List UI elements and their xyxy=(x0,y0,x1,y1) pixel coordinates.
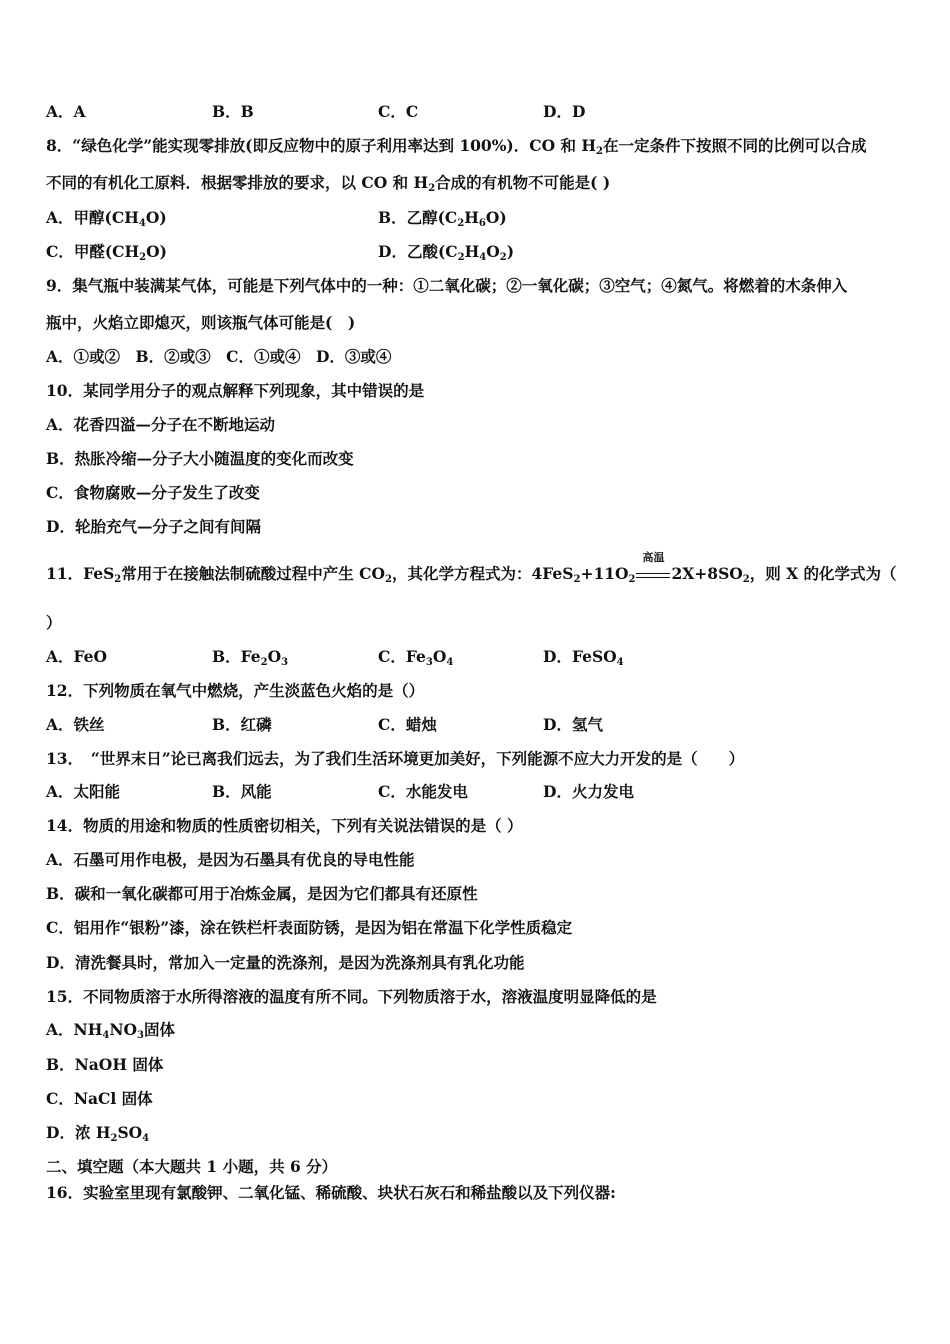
q9-stem-line2: 瓶中，火焰立即熄灭，则该瓶气体可能是( ) xyxy=(46,313,356,332)
q8-stem-line2: 不同的有机化工原料．根据零排放的要求，以 CO 和 $H_2$合成的有机物不可能是( ) xyxy=(46,173,611,194)
q11-stem: 11．FeS$_2$常用于在接触法制硫酸过程中产生 $CO_2$，其化学方程式为：$4FeS_2+11O_2$ 高温 $2X+8SO_2$，则 X 的化学式为（ xyxy=(46,564,897,590)
q10-option-a: A．花香四溢—分子在不断地运动 xyxy=(46,415,276,434)
q15-option-b: B．NaOH 固体 xyxy=(46,1055,164,1074)
q8-stem-line1: 8．“绿色化学”能实现零排放(即反应物中的原子利用率达到 100%)．CO 和 $H_2$在一定条件下按照不同的比例可以合成 xyxy=(46,136,867,157)
q12-option-c: C．蜡烛 xyxy=(378,715,437,734)
q11-option-c: C．$Fe_3O_4$ xyxy=(378,647,454,668)
q7-option-c: C．C xyxy=(378,102,419,121)
q7-option-a: A．A xyxy=(46,102,86,121)
q16-stem: 16．实验室里现有氯酸钾、二氧化锰、稀硫酸、块状石灰石和稀盐酸以及下列仪器: xyxy=(46,1183,616,1202)
q13-option-a: A．太阳能 xyxy=(46,782,121,801)
q8-option-c: C．甲醛$(CH_2O)$ xyxy=(46,242,167,263)
q11-option-d: D．FeSO$_4$ xyxy=(543,647,624,668)
q11-stem-close: ） xyxy=(46,613,62,632)
reaction-condition: 高温 xyxy=(642,551,665,564)
q13-option-d: D．火力发电 xyxy=(543,782,634,801)
q12-option-b: B．红磷 xyxy=(212,715,272,734)
q13-option-b: B．风能 xyxy=(212,782,272,801)
q7-option-d: D．D xyxy=(543,102,586,121)
q10-option-b: B．热胀冷缩—分子大小随温度的变化而改变 xyxy=(46,449,354,468)
q12-option-a: A．铁丝 xyxy=(46,715,105,734)
q12-option-d: D．氢气 xyxy=(543,715,603,734)
q14-option-d: D．清洗餐具时，常加入一定量的洗涤剂，是因为洗涤剂具有乳化功能 xyxy=(46,953,525,972)
q11-option-a: A．FeO xyxy=(46,647,108,666)
q8-option-a: A．甲醇$(CH_4O)$ xyxy=(46,208,167,229)
q13-option-c: C．水能发电 xyxy=(378,782,468,801)
q15-stem: 15．不同物质溶于水所得溶液的温度有所不同。下列物质溶于水，溶液温度明显降低的是 xyxy=(46,987,657,1006)
q9-options: A．①或② B．②或③ C．①或④ D．③或④ xyxy=(46,347,392,366)
q8-option-d: D．乙酸$(C_2H_4O_2)$ xyxy=(378,242,515,263)
q9-stem-line1: 9．集气瓶中装满某气体，可能是下列气体中的一种：①二氧化碳；②一氧化碳；③空气；④氮气。将燃着的木条伸入 xyxy=(46,276,848,295)
q12-stem: 12．下列物质在氧气中燃烧，产生淡蓝色火焰的是（） xyxy=(46,681,425,700)
q7-option-b: B．B xyxy=(212,102,254,121)
q11-option-b: B．$Fe_2O_3$ xyxy=(212,647,289,668)
q15-option-c: C．NaCl 固体 xyxy=(46,1089,153,1108)
q14-stem: 14．物质的用途和物质的性质密切相关，下列有关说法错误的是（ ） xyxy=(46,816,523,835)
reaction-condition-sign xyxy=(635,551,671,584)
q15-option-a: A．$NH_4NO_3$固体 xyxy=(46,1020,175,1041)
q14-option-c: C．铝用作“银粉”漆，涂在铁栏杆表面防锈，是因为铝在常温下化学性质稳定 xyxy=(46,918,573,937)
q10-option-c: C．食物腐败—分子发生了改变 xyxy=(46,483,260,502)
q10-stem: 10．某同学用分子的观点解释下列现象，其中错误的是 xyxy=(46,381,425,400)
q10-option-d: D．轮胎充气—分子之间有间隔 xyxy=(46,517,261,536)
section-heading: 二、填空题（本大题共 1 小题，共 6 分） xyxy=(46,1157,338,1176)
q13-stem: 13． “世界末日”论已离我们远去，为了我们生活环境更加美好，下列能源不应大力开发的是（ ） xyxy=(46,749,745,768)
q15-option-d: D．浓 $H_2SO_4$ xyxy=(46,1123,150,1144)
q14-option-a: A．石墨可用作电极，是因为石墨具有优良的导电性能 xyxy=(46,850,415,869)
q8-option-b: B．乙醇$(C_2H_6O)$ xyxy=(378,208,507,229)
q14-option-b: B．碳和一氧化碳都可用于冶炼金属，是因为它们都具有还原性 xyxy=(46,884,478,903)
